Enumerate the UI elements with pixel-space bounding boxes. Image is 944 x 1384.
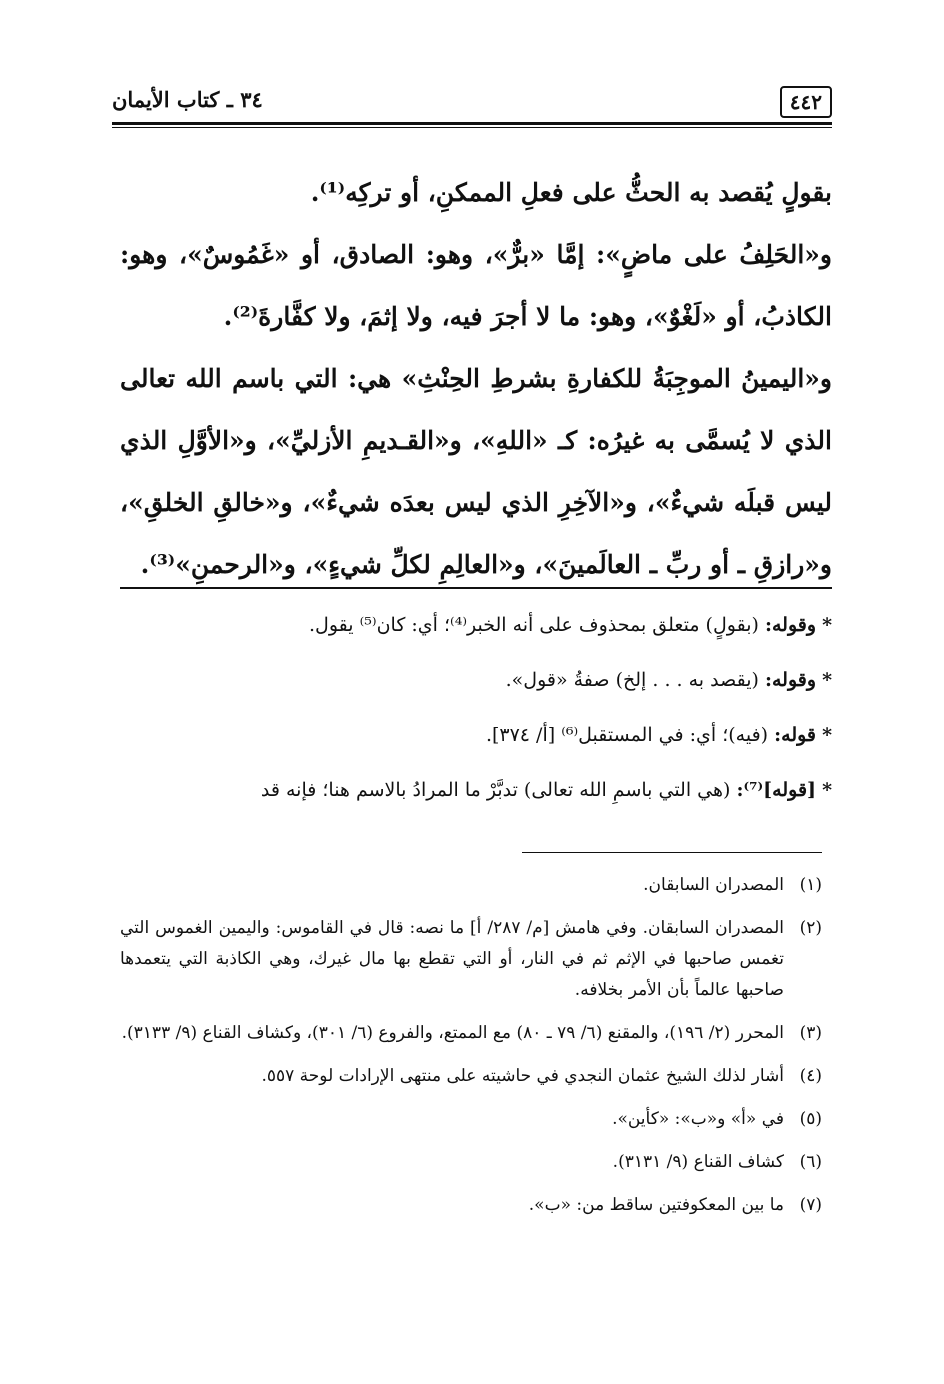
footnote-number: (٧) <box>799 1195 822 1215</box>
chapter-title: ٣٤ ـ كتاب الأيمان <box>112 87 263 112</box>
commentary-item <box>120 763 832 818</box>
commentary-label: [قوله]⁽⁷⁾: <box>736 779 817 801</box>
commentary-label: وقوله: <box>764 669 817 691</box>
commentary-label: قوله: <box>774 724 817 746</box>
footnote-separator <box>522 852 822 853</box>
footnote <box>120 1190 822 1221</box>
footnote-number: (٥) <box>799 1109 822 1129</box>
main-text-separator <box>120 587 832 589</box>
page-number: ٤٤٢ <box>780 86 832 118</box>
footnote-text: كشاف القناع (٩/ ٣١٣١). <box>612 1152 784 1172</box>
footnote-number: (٢) <box>799 918 822 938</box>
commentary <box>120 598 832 818</box>
footnote-number: (٤) <box>799 1066 822 1086</box>
commentary-text: (هي التي باسمِ الله تعالى) تدبَّرْ ما المرادُ بالاسم هنا؛ فإنه قد <box>260 779 731 801</box>
commentary-item <box>120 708 832 763</box>
footnote-text: المصدران السابقان. وفي هامش [م/ ٢٨٧/ أ] ما نصه: قال في القاموس: واليمين الغموس التي تغمس صاحبها في الإثم ثم في النار، أو التي تقطع بها مال غيرك، وهي الكاذبة التي يتعمدها صاحبها عالماً بأن الأمر بخلافه. <box>120 918 784 1000</box>
commentary-item <box>120 598 832 653</box>
commentary-item <box>120 653 832 708</box>
star-marker: * <box>822 724 832 746</box>
footnote <box>120 1147 822 1178</box>
footnote-text: ما بين المعكوفتين ساقط من: «ب». <box>528 1195 784 1215</box>
footnote-text: المحرر (٢/ ١٩٦)، والمقنع (٦/ ٧٩ ـ ٨٠) مع الممتع، والفروع (٦/ ٣٠١)، وكشاف القناع (٩/ ٣١٣٣). <box>121 1023 784 1043</box>
footnote <box>120 1061 822 1092</box>
footnote-text: أشار لذلك الشيخ عثمان النجدي في حاشيته على منتهى الإرادات لوحة ٥٥٧. <box>261 1066 784 1086</box>
footnote <box>120 1104 822 1135</box>
running-header <box>112 86 832 126</box>
footnote <box>120 913 822 1006</box>
main-paragraph: و«اليمينُ الموجِبَةُ للكفارةِ بشرطِ الحِنْثِ» هي: التي باسم الله تعالى الذي لا يُسمَّى به غيرُه: كـ «اللهِ»، و«القـديمِ الأزليِّ»، و«الأوَّلِ الذي ليس قبلَه شيءٌ»، و«الآخِرِ الذي ليس بعدَه شيءٌ»، و«خالقِ الخلقِ»، و«رازقِ ـ أو ربِّ ـ العالَمينَ»، و«العالِمِ لكلِّ شيءٍ»، و«الرحمنِ»⁽³⁾. <box>120 364 832 579</box>
commentary-text: (يقصد به . . . إلخ) صفةُ «قول». <box>505 669 759 691</box>
commentary-label: وقوله: <box>764 614 817 636</box>
footnote-text: المصدران السابقان. <box>643 875 784 895</box>
header-rule-thin <box>112 127 832 128</box>
star-marker: * <box>822 669 832 691</box>
footnote-number: (٦) <box>799 1152 822 1172</box>
footnote <box>120 870 822 901</box>
footnote-number: (١) <box>799 875 822 895</box>
footnote <box>120 1018 822 1049</box>
commentary-text: (بقولٍ) متعلق بمحذوف على أنه الخبر⁽⁴⁾؛ أي: كان⁽⁵⁾ يقول. <box>309 614 759 636</box>
star-marker: * <box>822 779 832 801</box>
footnote-number: (٣) <box>799 1023 822 1043</box>
main-paragraph: بقولٍ يُقصد به الحثُّ على فعلِ الممكنِ، أو تركِه⁽¹⁾. <box>310 178 832 207</box>
header-rule <box>112 122 832 125</box>
star-marker: * <box>822 614 832 636</box>
footnote-text: في «أ» و«ب»: «كأين». <box>612 1109 784 1129</box>
commentary-text: (فيه)؛ أي: في المستقبل⁽⁶⁾ [أ/ ٣٧٤]. <box>485 724 769 746</box>
footnotes <box>120 870 822 1233</box>
main-text <box>120 162 832 596</box>
main-paragraph: و«الحَلِفُ على ماضٍ»: إمَّا «برٌّ»، وهو: الصادق، أو «غَمُوسٌ»، وهو: الكاذبُ، أو «لَغْوٌ»، وهو: ما لا أجرَ فيه، ولا إثمَ، ولا كفَّارةَ⁽²⁾. <box>120 240 832 331</box>
